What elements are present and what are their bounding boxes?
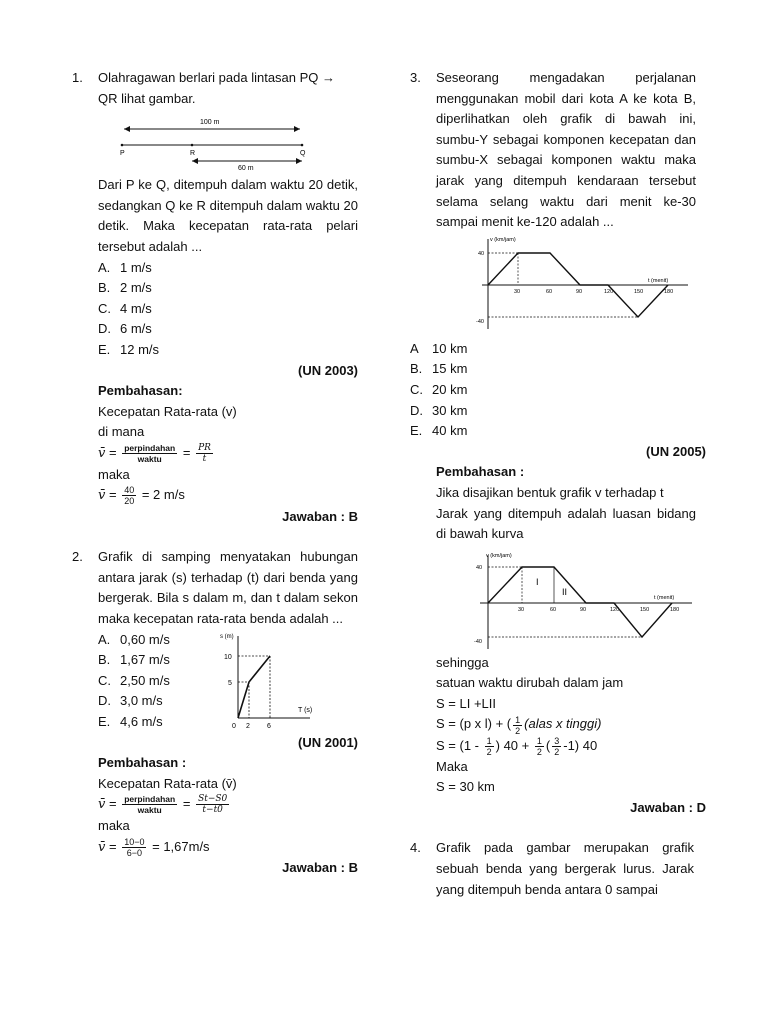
x-tick-90: 90: [580, 606, 587, 613]
y-tick-10: 10: [224, 653, 232, 661]
x-axis-label: t (menit): [648, 277, 669, 284]
x-axis-label: T (s): [298, 706, 313, 714]
y-tick-40: 40: [478, 250, 485, 257]
question-3: [410, 68, 706, 818]
question-text: QR lihat gambar.: [98, 90, 196, 106]
discussion-line: maka: [98, 818, 130, 833]
option-e[interactable]: E. 40 km: [410, 423, 468, 439]
discussion-line: Jika disajikan bentuk grafik v terhadap t: [436, 484, 664, 500]
graph-line: [238, 656, 270, 718]
option-b[interactable]: B. 2 m/s: [98, 280, 152, 296]
formula-line: S = (1 - $\frac{1}{2}$ ) 40 + $\frac{1}{2}$ ( $\frac{3}{2}$ -1) 40: [436, 735, 598, 757]
discussion-heading: Pembahasan :: [436, 464, 525, 480]
y-tick-neg40: -40: [474, 638, 482, 645]
answer: Jawaban : B: [282, 508, 358, 524]
discussion-heading: Pembahasan :: [98, 755, 187, 771]
formula-velocity: v̄ = $\frac{\text{perpindahan}}{\text{waktu}}$ = $\frac{PR}{t}$: [98, 442, 211, 464]
discussion-line: sehingga: [436, 654, 489, 670]
right-column: [410, 68, 706, 900]
point-p-label: P: [120, 150, 125, 158]
total-distance-label: 100 m: [200, 119, 220, 127]
formula-velocity: v̄ = $\frac{\text{perpindahan}}{\text{waktu}}$ = $\frac{St-S0}{t-t0}$: [98, 794, 228, 816]
question-text: Grafik di samping menyatakan hubungan antara jarak (s) terhadap (t) dari benda yang bergerak. Bila s dalam m, dan t dalam sekon maka kecepatan rata-rata benda adalah ...: [98, 549, 358, 627]
x-tick-30: 30: [514, 288, 521, 295]
option-a[interactable]: A. 0,60 m/s: [98, 631, 170, 647]
option-d[interactable]: D. 30 km: [410, 402, 468, 418]
x-tick-2: 2: [246, 722, 250, 730]
question-text: Seseorang mengadakan perjalanan menggunakan mobil dari kota A ke kota B, diperlihatkan oleh grafik di bawah ini, sumbu-Y sebagai komponen kecepatan dan sumbu-X sebagai komponen waktu maka jarak yang ditempuh kendaraan tersebut selama selang waktu dari menit ke-30 sampai menit ke-120 adalah ...: [436, 70, 696, 230]
options-list: [410, 339, 696, 442]
option-d[interactable]: D. 3,0 m/s: [98, 693, 163, 709]
x-tick-0: 0: [232, 722, 236, 730]
question-4: [410, 838, 694, 900]
option-c[interactable]: C. 2,50 m/s: [98, 672, 170, 688]
discussion-line: di mana: [98, 424, 145, 440]
option-a[interactable]: A 10 km: [410, 340, 468, 356]
question-2: [72, 547, 358, 879]
exam-source: (UN 2005): [646, 443, 706, 459]
discussion-line: maka: [98, 466, 130, 482]
point-r-label: R: [190, 150, 196, 158]
discussion-heading: Pembahasan:: [98, 383, 183, 399]
option-a[interactable]: A. 1 m/s: [98, 259, 152, 275]
question-number: 3.: [410, 70, 421, 85]
formula-line: S = (p x l) + ( $\frac{1}{2}$ (alas x tinggi): [436, 714, 602, 736]
formula-line: S = 30 km: [436, 779, 495, 795]
question-1: [72, 68, 358, 527]
partial-distance-label: 60 m: [238, 165, 254, 172]
y-tick-neg40: -40: [476, 318, 484, 325]
options-list: [98, 258, 358, 361]
formula-line: S = LI +LII: [436, 695, 496, 711]
question-number: 4.: [410, 840, 421, 856]
region-1-label: I: [536, 576, 539, 587]
x-tick-120: 120: [604, 288, 614, 295]
options-list: [98, 630, 218, 733]
discussion-line: Kecepatan Rata-rata (v̄): [98, 775, 237, 791]
x-tick-120: 120: [610, 606, 620, 613]
x-tick-90: 90: [576, 288, 583, 295]
discussion-line: Jarak yang ditempuh adalah luasan bidang di bawah kurva: [436, 505, 696, 542]
answer: Jawaban : D: [630, 799, 706, 815]
question-number: 1.: [72, 70, 83, 85]
option-b[interactable]: B. 15 km: [410, 361, 468, 377]
x-tick-150: 150: [640, 606, 650, 613]
option-b[interactable]: B. 1,67 m/s: [98, 652, 170, 668]
question-text: Grafik pada gambar merupakan grafik sebuah benda yang bergerak lurus. Jarak yang ditempuh benda antara 0 sampai: [436, 840, 694, 897]
option-c[interactable]: C. 4 m/s: [98, 300, 152, 316]
x-axis-label: t (menit): [654, 594, 675, 601]
velocity-time-graph-areas: [466, 549, 696, 653]
y-tick-5: 5: [228, 679, 232, 687]
option-d[interactable]: D. 6 m/s: [98, 321, 152, 337]
formula-result: v̄ = $\frac{40}{20}$ = 2 m/s: [98, 485, 185, 507]
question-text: Dari P ke Q, ditempuh dalam waktu 20 detik, sedangkan Q ke R ditempuh dalam waktu 20 detik. Maka kecepatan rata-rata pelari tersebut adalah ...: [98, 177, 358, 254]
y-tick-40: 40: [476, 564, 483, 571]
question-number: 2.: [72, 549, 83, 565]
option-c[interactable]: C. 20 km: [410, 381, 468, 397]
answer: Jawaban : B: [282, 860, 358, 876]
x-tick-60: 60: [546, 288, 553, 295]
exam-source: (UN 2003): [298, 362, 358, 378]
velocity-time-graph: [470, 233, 690, 333]
formula-result: v̄ = $\frac{10-0}{6-0}$ = 1,67m/s: [98, 836, 210, 858]
question-text: Olahragawan berlari pada lintasan PQ →: [98, 70, 336, 85]
option-e[interactable]: E. 12 m/s: [98, 341, 160, 357]
x-tick-180: 180: [664, 288, 674, 295]
option-e[interactable]: E. 4,6 m/s: [98, 714, 163, 730]
track-diagram: [120, 115, 320, 171]
discussion-line: satuan waktu dirubah dalam jam: [436, 675, 624, 691]
y-axis-label: v (km/jam): [490, 236, 516, 243]
region-2-label: II: [562, 586, 568, 597]
left-column: [72, 68, 358, 879]
y-axis-label: s (m): [220, 633, 234, 640]
x-tick-150: 150: [634, 288, 644, 295]
distance-time-graph: [218, 630, 328, 730]
y-axis-label: v (km/jam): [486, 552, 512, 559]
x-tick-30: 30: [518, 606, 525, 613]
x-tick-180: 180: [670, 606, 680, 613]
point-q-label: Q: [300, 150, 306, 158]
x-tick-6: 6: [267, 722, 271, 730]
discussion-line: Maka: [436, 758, 468, 774]
x-tick-60: 60: [550, 606, 557, 613]
exam-source: (UN 2001): [298, 734, 358, 750]
discussion-line: Kecepatan Rata-rata (v): [98, 403, 237, 419]
